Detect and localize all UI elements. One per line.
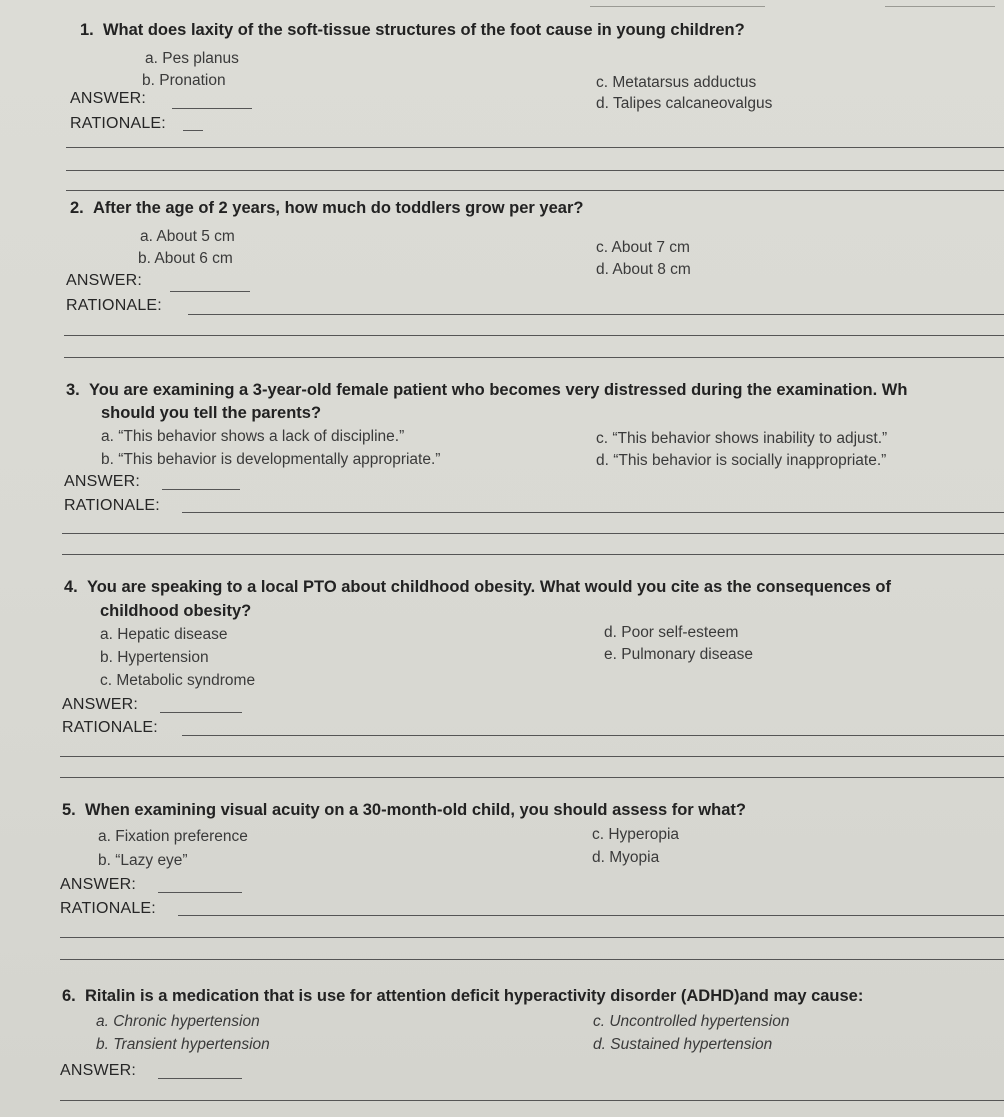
question-2: 2. After the age of 2 years, how much do toddlers grow per year? (70, 199, 584, 217)
q4-option-d[interactable]: d. Poor self-esteem (604, 624, 739, 641)
q4-rationale-blank[interactable] (182, 735, 1004, 736)
q2-rationale-line[interactable] (64, 335, 1004, 336)
q3-rationale-line[interactable] (62, 533, 1004, 534)
q5-rationale-blank[interactable] (178, 915, 1004, 916)
q5-option-b[interactable]: b. “Lazy eye” (98, 852, 188, 869)
question-4: 4. You are speaking to a local PTO about childhood obesity. What would you cite as the consequences of (64, 578, 891, 596)
q5-option-c[interactable]: c. Hyperopia (592, 826, 680, 843)
q1-rationale-blank[interactable] (183, 130, 203, 131)
q2-option-b[interactable]: b. About 6 cm (138, 250, 233, 267)
q6-rationale-line[interactable] (60, 1100, 1004, 1101)
q1-option-a[interactable]: a. Pes planus (145, 50, 239, 67)
q5-option-d[interactable]: d. Myopia (592, 849, 660, 866)
q1-answer-label: ANSWER: (70, 90, 147, 107)
q6-option-d[interactable]: d. Sustained hypertension (593, 1036, 773, 1053)
question-1: 1. What does laxity of the soft-tissue structures of the foot cause in young children? (80, 21, 745, 39)
header-line (885, 6, 995, 7)
q1-answer-blank[interactable] (172, 108, 252, 109)
question-6: 6. Ritalin is a medication that is use for attention deficit hyperactivity disorder (ADHD)and may cause: (62, 987, 864, 1005)
question-4-line2: childhood obesity? (100, 602, 252, 620)
q6-answer-label: ANSWER: (60, 1062, 137, 1079)
q4-answer-label: ANSWER: (62, 696, 139, 713)
q4-answer-blank[interactable] (160, 712, 242, 713)
q1-option-d[interactable]: d. Talipes calcaneovalgus (596, 95, 773, 112)
q5-rationale-line[interactable] (60, 937, 1004, 938)
q2-option-d[interactable]: d. About 8 cm (596, 261, 691, 278)
q6-option-a[interactable]: a. Chronic hypertension (96, 1013, 260, 1030)
q6-option-c[interactable]: c. Uncontrolled hypertension (593, 1013, 790, 1030)
q5-option-a[interactable]: a. Fixation preference (98, 828, 248, 845)
q3-option-d[interactable]: d. “This behavior is socially inappropriate.” (596, 452, 887, 469)
q2-answer-label: ANSWER: (66, 272, 143, 289)
q5-answer-label: ANSWER: (60, 876, 137, 893)
q1-rationale-line[interactable] (66, 190, 1004, 191)
q3-option-b[interactable]: b. “This behavior is developmentally appropriate.” (101, 451, 441, 468)
q1-rationale-label: RATIONALE: (70, 115, 166, 132)
q2-rationale-label: RATIONALE: (66, 297, 162, 314)
q4-option-c[interactable]: c. Metabolic syndrome (100, 672, 256, 689)
q3-rationale-line[interactable] (62, 554, 1004, 555)
q1-option-b[interactable]: b. Pronation (142, 72, 226, 89)
q3-option-c[interactable]: c. “This behavior shows inability to adjust.” (596, 430, 888, 447)
q5-rationale-line[interactable] (60, 959, 1004, 960)
q5-rationale-label: RATIONALE: (60, 900, 156, 917)
q1-rationale-line[interactable] (66, 147, 1004, 148)
q4-option-a[interactable]: a. Hepatic disease (100, 626, 228, 643)
q2-option-c[interactable]: c. About 7 cm (596, 239, 690, 256)
question-3-line2: should you tell the parents? (101, 404, 322, 422)
q6-answer-blank[interactable] (158, 1078, 242, 1079)
q4-rationale-line[interactable] (60, 756, 1004, 757)
q2-answer-blank[interactable] (170, 291, 250, 292)
q3-rationale-label: RATIONALE: (64, 497, 160, 514)
q1-rationale-line[interactable] (66, 170, 1004, 171)
q4-rationale-line[interactable] (60, 777, 1004, 778)
q4-option-e[interactable]: e. Pulmonary disease (604, 646, 754, 663)
q6-option-b[interactable]: b. Transient hypertension (96, 1036, 270, 1053)
q3-answer-blank[interactable] (162, 489, 240, 490)
q2-rationale-line[interactable] (64, 357, 1004, 358)
q1-option-c[interactable]: c. Metatarsus adductus (596, 74, 757, 91)
q3-answer-label: ANSWER: (64, 473, 141, 490)
q3-option-a[interactable]: a. “This behavior shows a lack of discipline.” (101, 428, 405, 445)
q5-answer-blank[interactable] (158, 892, 242, 893)
question-3: 3. You are examining a 3-year-old female patient who becomes very distressed during the examination. Wh (66, 381, 908, 399)
q3-rationale-blank[interactable] (182, 512, 1004, 513)
q4-option-b[interactable]: b. Hypertension (100, 649, 209, 666)
q2-rationale-blank[interactable] (188, 314, 1004, 315)
q2-option-a[interactable]: a. About 5 cm (140, 228, 235, 245)
q4-rationale-label: RATIONALE: (62, 719, 158, 736)
header-line (590, 6, 765, 7)
question-5: 5. When examining visual acuity on a 30-month-old child, you should assess for what? (62, 801, 746, 819)
